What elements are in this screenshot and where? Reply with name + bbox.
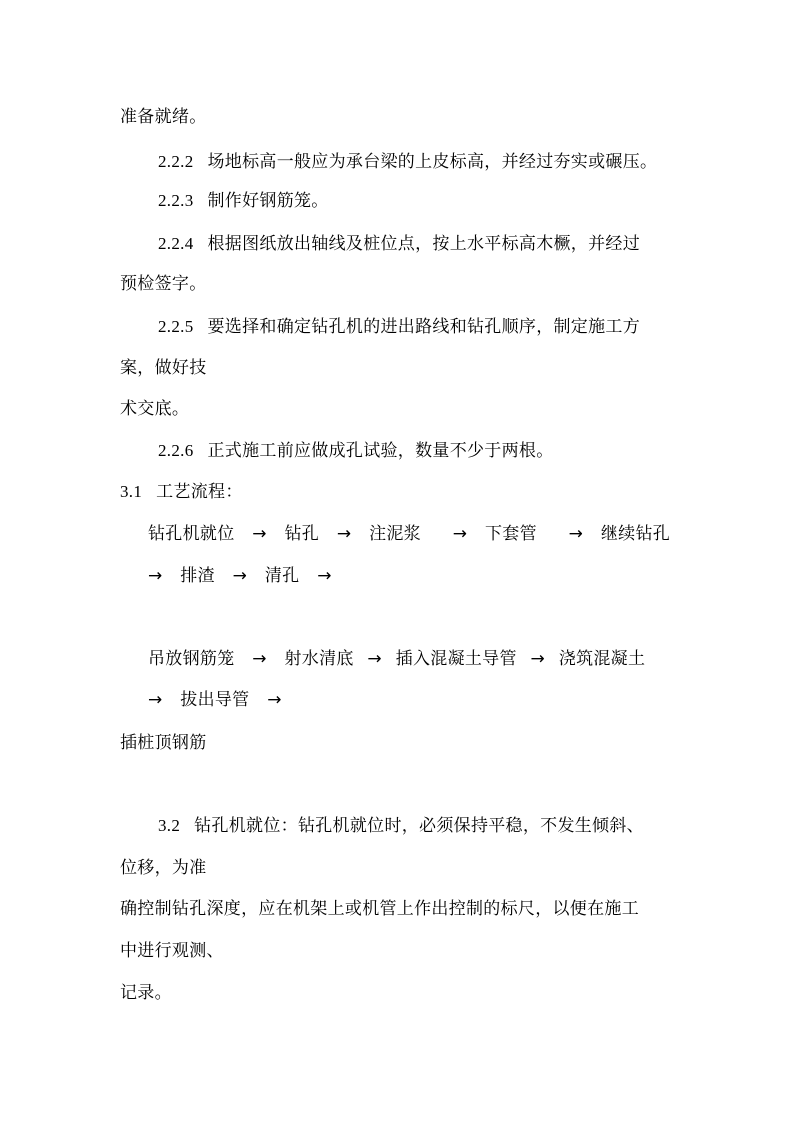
flow-step: 注泥浆 (369, 524, 421, 544)
flow-step: 清孔 (264, 566, 300, 586)
section-2-2-5-continuation-2: 术交底。 (120, 399, 190, 419)
arrow-right-icon: → (267, 690, 282, 710)
section-number: 2.2.5 (158, 317, 194, 336)
section-3-2-continuation-1: 位移，为准 (120, 858, 207, 878)
arrow-right-icon: → (232, 566, 248, 586)
section-number: 3.1 (120, 482, 143, 501)
section-number: 2.2.3 (158, 191, 194, 210)
section-text: 要选择和确定钻孔机的进出路线和钻孔顺序，制定施工方 (207, 317, 640, 337)
flow-row-3 (148, 648, 645, 670)
flow-row-4 (148, 689, 294, 711)
arrow-right-icon: → (568, 524, 584, 544)
flow-step: 排渣 (180, 566, 215, 586)
flow-step: 钻孔机就位 (148, 524, 235, 544)
section-text: 制作好钢筋笼。 (207, 191, 329, 211)
section-3-2 (158, 815, 644, 837)
arrow-right-icon: → (148, 690, 163, 710)
flow-step: 射水清底 (284, 649, 354, 669)
flow-step: 浇筑混凝土 (558, 649, 646, 669)
section-2-2-2 (158, 151, 657, 173)
section-2-2-6 (158, 440, 554, 462)
section-2-2-5 (158, 316, 640, 338)
flow-step: 下套管 (484, 524, 537, 544)
flow-step: 拔出导管 (180, 690, 250, 710)
section-text: 工艺流程： (156, 482, 243, 502)
flow-row-5: 插桩顶钢筋 (120, 733, 207, 753)
arrow-right-icon: → (252, 524, 267, 544)
arrow-right-icon: → (530, 649, 546, 669)
section-3-2-continuation-2: 确控制钻孔深度，应在机架上或机管上作出控制的标尺，以便在施工 (120, 899, 639, 919)
section-2-2-3 (158, 190, 329, 212)
section-text: 钻孔机就位：钻孔机就位时，必须保持平稳，不发生倾斜、 (194, 816, 644, 836)
flow-step: 吊放钢筋笼 (148, 649, 235, 669)
section-2-2-4 (158, 233, 640, 255)
paragraph-continuation: 准备就绪。 (120, 107, 207, 127)
section-text: 根据图纸放出轴线及桩位点，按上水平标高木橛，并经过 (207, 234, 640, 254)
arrow-right-icon: → (317, 566, 332, 586)
section-3-1 (120, 481, 243, 503)
section-text: 场地标高一般应为承台梁的上皮标高，并经过夯实或碾压。 (207, 152, 658, 172)
arrow-right-icon: → (336, 524, 352, 544)
section-2-2-4-continuation: 预检签字。 (120, 274, 207, 294)
flow-row-2 (148, 565, 344, 587)
flow-step: 插入混凝土导管 (395, 649, 517, 669)
arrow-right-icon: → (367, 649, 382, 669)
section-2-2-5-continuation-1: 案，做好技 (120, 358, 207, 378)
section-number: 2.2.4 (158, 234, 194, 253)
arrow-right-icon: → (148, 566, 163, 586)
flow-row-1 (148, 523, 670, 545)
arrow-right-icon: → (452, 524, 468, 544)
flow-step: 钻孔 (284, 524, 320, 544)
section-number: 3.2 (158, 816, 181, 835)
section-text: 正式施工前应做成孔试验，数量不少于两根。 (207, 441, 554, 461)
section-3-2-continuation-3: 中进行观测、 (120, 941, 224, 961)
section-3-2-continuation-4: 记录。 (120, 983, 172, 1003)
section-number: 2.2.6 (158, 441, 194, 460)
section-number: 2.2.2 (158, 152, 194, 171)
arrow-right-icon: → (252, 649, 267, 669)
flow-step: 继续钻孔 (600, 524, 671, 544)
